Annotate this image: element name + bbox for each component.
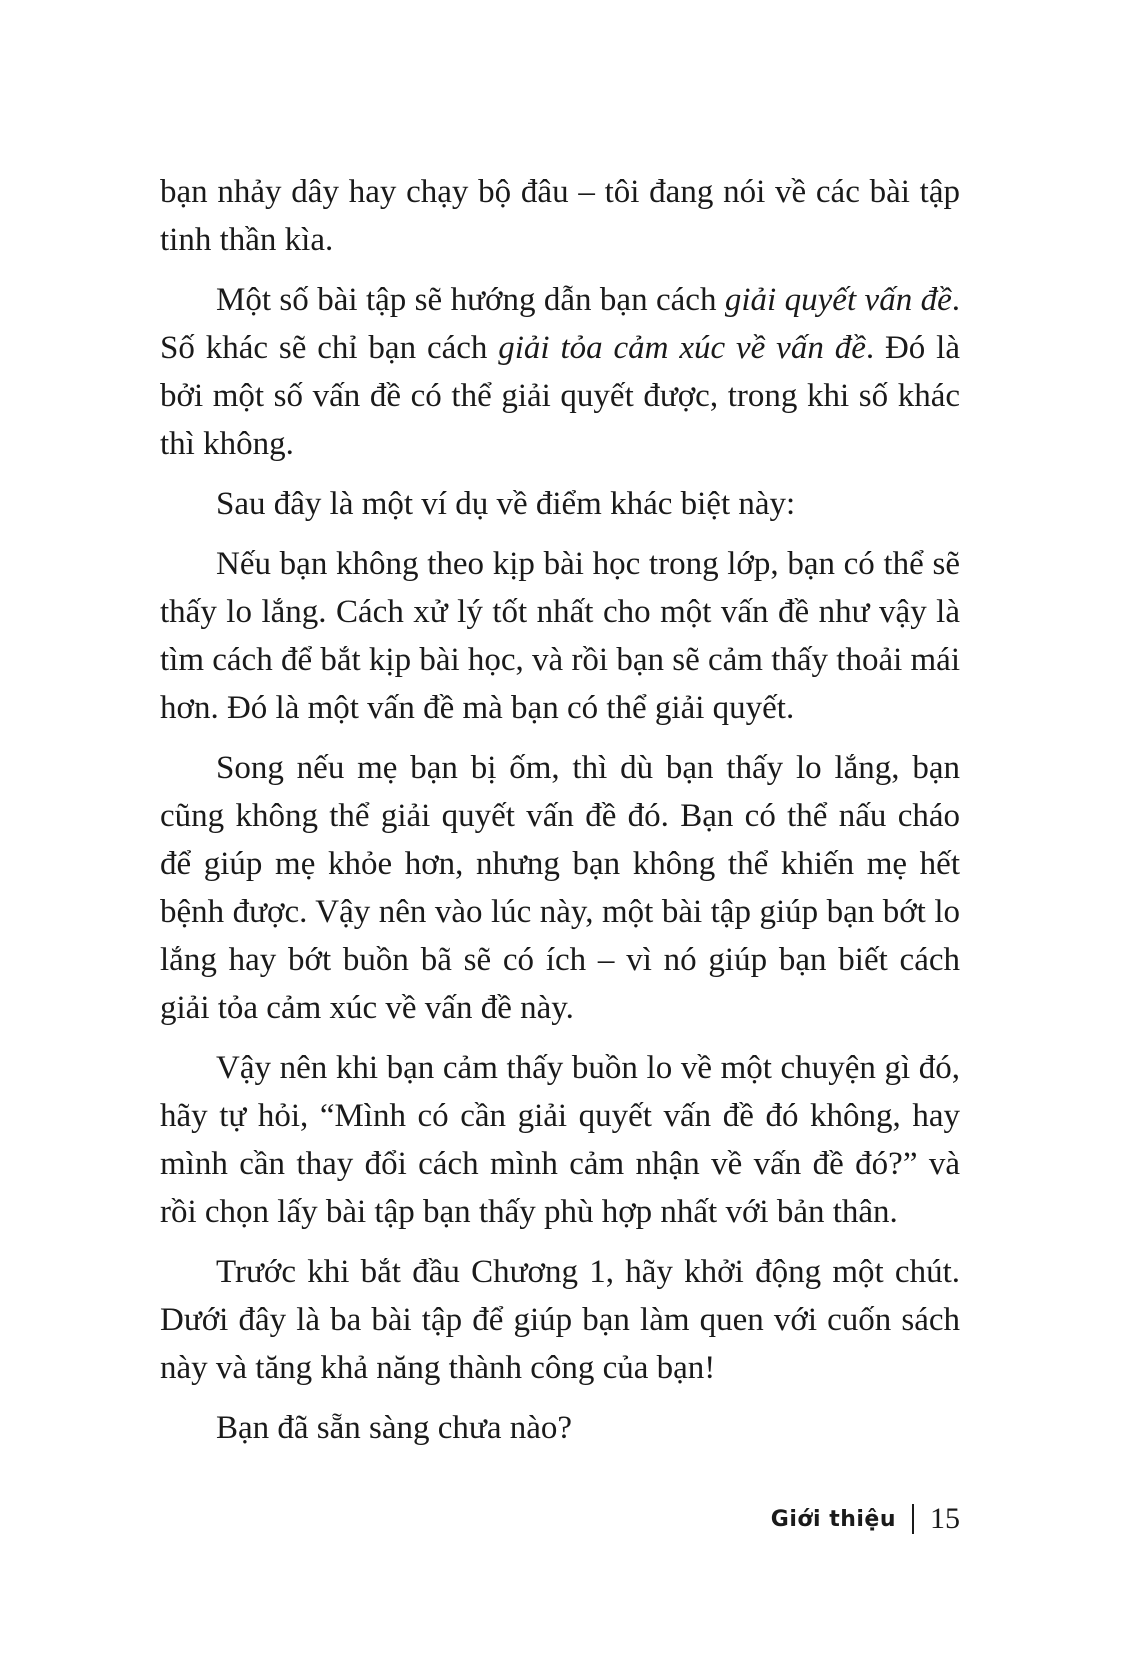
paragraph-2-part-c: . Số khác sẽ chỉ bạn cách bbox=[160, 282, 961, 366]
footer-divider bbox=[912, 1504, 914, 1534]
page-body bbox=[160, 168, 960, 1464]
page-footer bbox=[771, 1502, 960, 1536]
running-section-title: Giới thiệu bbox=[770, 1506, 896, 1532]
paragraph-7: Trước khi bắt đầu Chương 1, hãy khởi động một chút. Dưới đây là ba bài tập để giúp bạn làm quen với cuốn sách này và tăng khả năng thành công của bạn! bbox=[160, 1254, 960, 1386]
paragraph-2-emphasis-feelings: giải tỏa cảm xúc về vấn đề bbox=[498, 330, 866, 366]
paragraph-2-part-a: Một số bài tập sẽ hướng dẫn bạn cách bbox=[216, 282, 725, 318]
paragraph-1: bạn nhảy dây hay chạy bộ đâu – tôi đang nói về các bài tập tinh thần kìa. bbox=[160, 174, 960, 258]
paragraph-6: Vậy nên khi bạn cảm thấy buồn lo về một chuyện gì đó, hãy tự hỏi, “Mình có cần giải quyết vấn đề đó không, hay mình cần thay đổi cách mình cảm nhận về vấn đề đó?” và rồi chọn lấy bài tập bạn thấy phù hợp nhất với bản thân. bbox=[160, 1050, 960, 1230]
paragraph-2-part-e: . Đó là bởi một số vấn đề có thể giải quyết được, trong khi số khác thì không. bbox=[160, 330, 960, 462]
paragraph-3: Sau đây là một ví dụ về điểm khác biệt này: bbox=[216, 486, 796, 522]
paragraph-4: Nếu bạn không theo kịp bài học trong lớp, bạn có thể sẽ thấy lo lắng. Cách xử lý tốt nhất cho một vấn đề như vậy là tìm cách để bắt kịp bài học, và rồi bạn sẽ cảm thấy thoải mái hơn. Đó là một vấn đề mà bạn có thể giải quyết. bbox=[160, 546, 960, 726]
paragraph-2 bbox=[160, 276, 960, 468]
page-number: 15 bbox=[930, 1502, 960, 1535]
paragraph-2-emphasis-solve: giải quyết vấn đề bbox=[724, 282, 952, 318]
paragraph-8: Bạn đã sẵn sàng chưa nào? bbox=[216, 1410, 573, 1446]
paragraph-5: Song nếu mẹ bạn bị ốm, thì dù bạn thấy lo lắng, bạn cũng không thể giải quyết vấn đề đó. Bạn có thể nấu cháo để giúp mẹ khỏe hơn, nhưng bạn không thể khiến mẹ hết bệnh được. Vậy nên vào lúc này, một bài tập giúp bạn bớt lo lắng hay bớt buồn bã sẽ có ích – vì nó giúp bạn biết cách giải tỏa cảm xúc về vấn đề này. bbox=[160, 750, 960, 1026]
